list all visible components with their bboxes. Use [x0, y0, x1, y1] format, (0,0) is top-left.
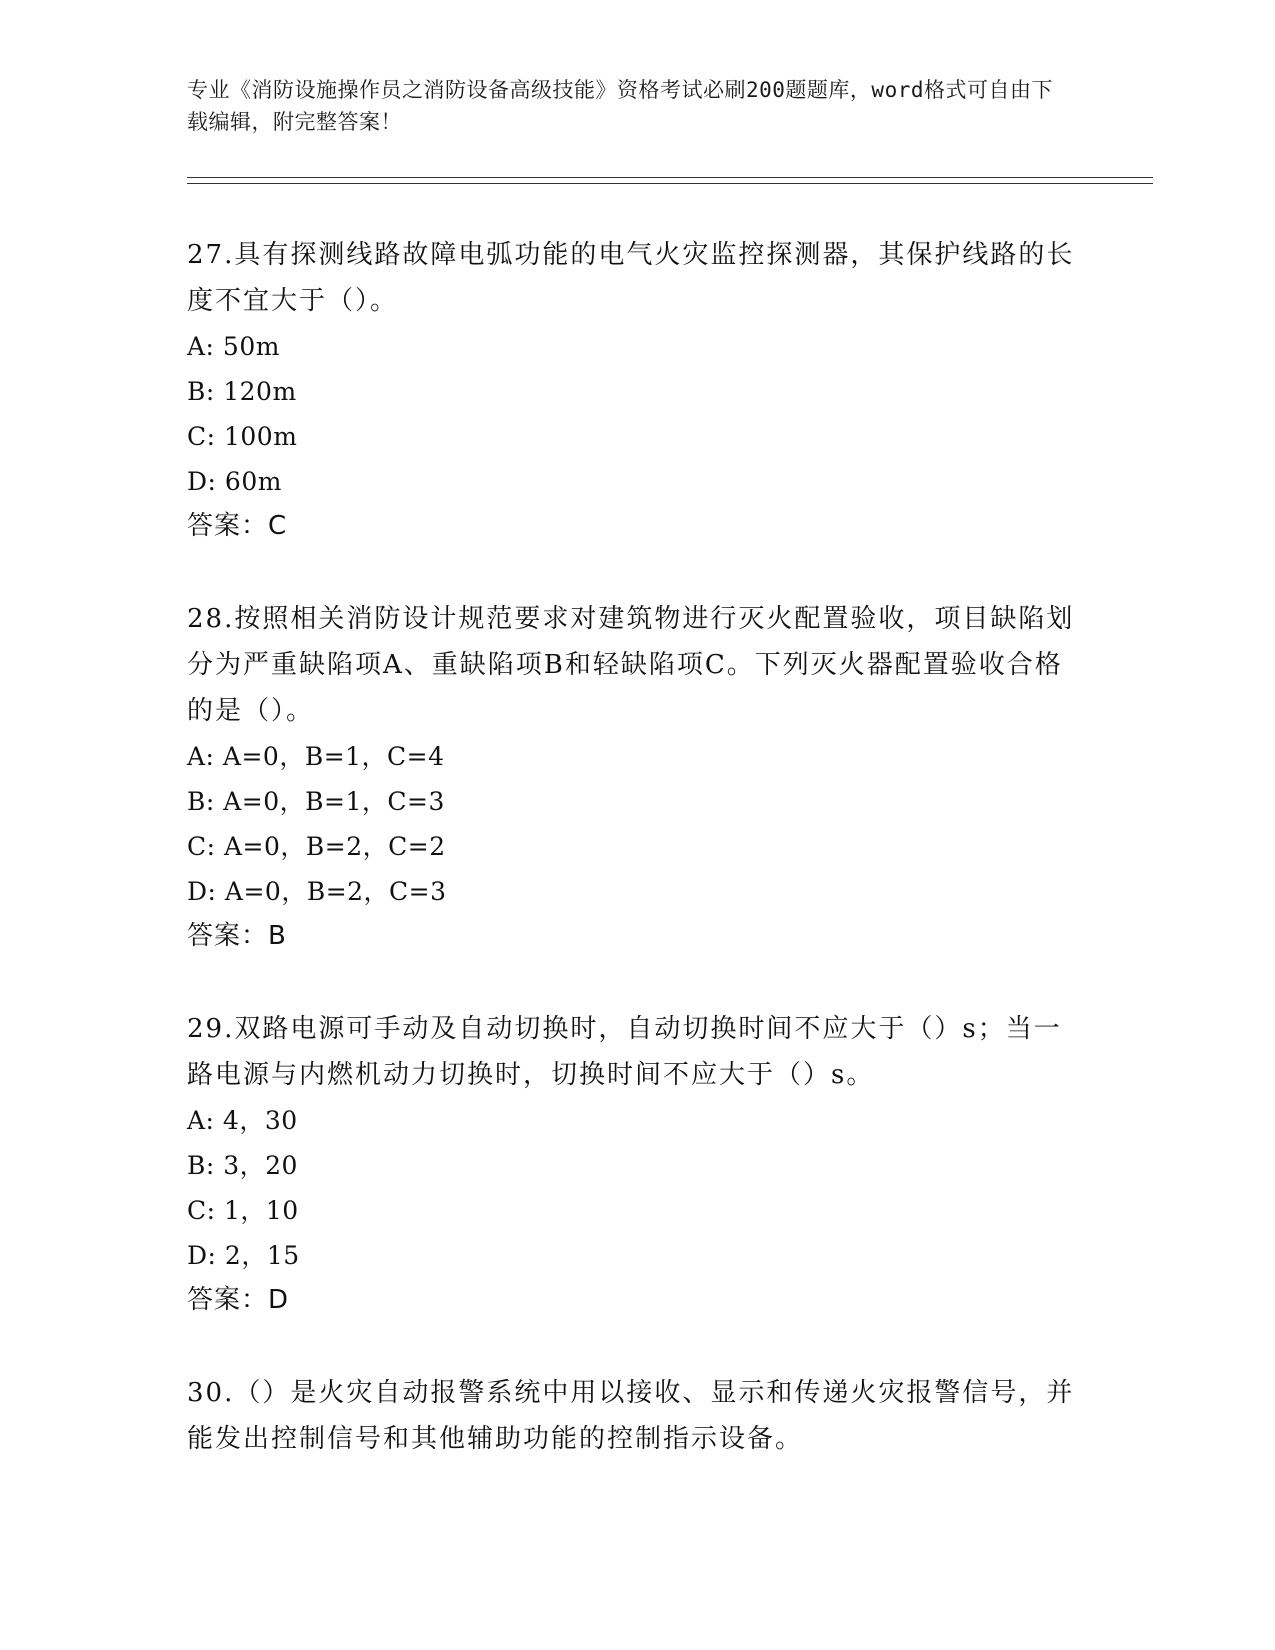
question-29 [187, 1006, 1087, 1323]
option-c: C: 1，10 [187, 1196, 299, 1225]
option-b: B: A=0，B=1，C=3 [187, 787, 445, 816]
header-divider-bottom [187, 183, 1153, 184]
option-d: D: A=0，B=2，C=3 [187, 877, 447, 906]
answer-line: 答案：D [187, 1285, 290, 1315]
question-stem: 28.按照相关消防设计规范要求对建筑物进行灭火配置验收，项目缺陷划分为严重缺陷项A、重缺陷项B和轻缺陷项C。下列灭火器配置验收合格的是（）。 [187, 604, 1075, 726]
option-c: C: A=0，B=2，C=2 [187, 832, 446, 861]
answer-line: 答案：C [187, 511, 288, 541]
option-d: D: 2，15 [187, 1241, 300, 1270]
question-stem: 30.（）是火灾自动报警系统中用以接收、显示和传递火灾报警信号，并能发出控制信号和其他辅助功能的控制指示设备。 [187, 1378, 1075, 1454]
question-stem: 29.双路电源可手动及自动切换时，自动切换时间不应大于（）s；当一路电源与内燃机动力切换时，切换时间不应大于（）s。 [187, 1014, 1062, 1090]
option-a: A: 50m [187, 332, 280, 361]
question-30 [187, 1370, 1087, 1462]
answer-line: 答案：B [187, 921, 287, 951]
option-c: C: 100m [187, 422, 298, 451]
header-divider-top [187, 177, 1153, 178]
option-b: B: 120m [187, 377, 297, 406]
question-27 [187, 232, 1087, 549]
option-b: B: 3，20 [187, 1151, 298, 1180]
question-28 [187, 596, 1087, 959]
option-a: A: A=0，B=1，C=4 [187, 742, 445, 771]
document-header: 专业《消防设施操作员之消防设备高级技能》资格考试必刷200题题库，word格式可自由下载编辑，附完整答案！ [187, 78, 1053, 134]
question-stem: 27.具有探测线路故障电弧功能的电气火灾监控探测器，其保护线路的长度不宜大于（）。 [187, 240, 1075, 316]
option-d: D: 60m [187, 467, 282, 496]
option-a: A: 4，30 [187, 1106, 298, 1135]
